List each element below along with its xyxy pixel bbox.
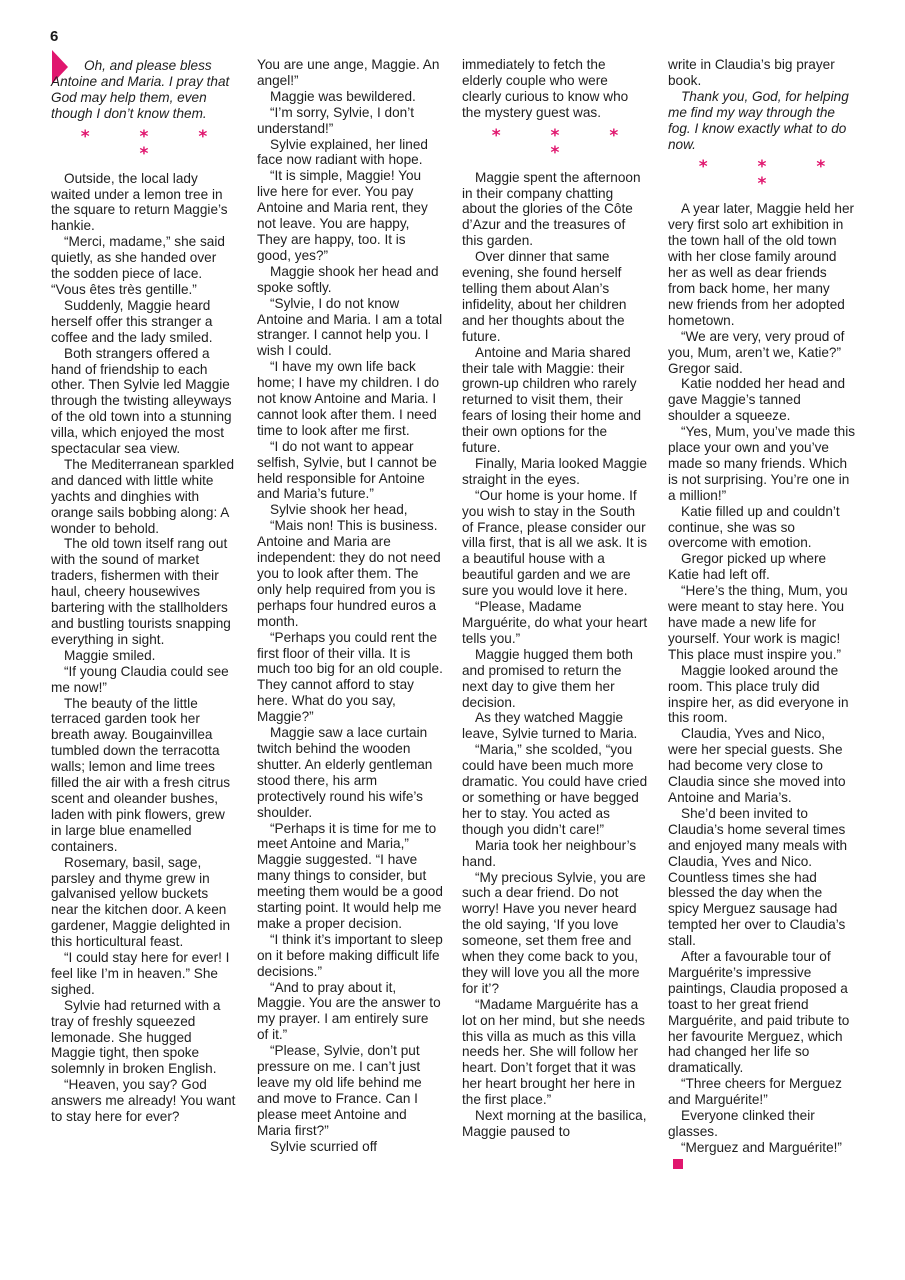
- paragraph: [51, 234, 237, 298]
- paragraph: [51, 58, 237, 122]
- paragraph-text: Maria took her neighbour’s hand.: [462, 837, 637, 869]
- paragraph: [257, 980, 443, 1044]
- paragraph-text: “Madame Marguérite has a lot on her mind, but she needs this villa as much as this villa needs her. She will follow her heart. Don’t forget that it was her heart brought her here in the first place.”: [462, 996, 645, 1108]
- paragraph-text: “If young Claudia could see me now!”: [51, 663, 229, 695]
- section-break-stars: * * * *: [80, 126, 230, 164]
- paragraph: [51, 855, 237, 950]
- paragraph-text: Maggie was bewildered.: [270, 88, 416, 104]
- paragraph-text: Rosemary, basil, sage, parsley and thyme grew in galvanised yellow buckets near the kitchen door. A keen gardener, Maggie delighted in this horticultural feast.: [51, 854, 231, 950]
- paragraph-text: write in Claudia’s big prayer book.: [668, 57, 835, 88]
- paragraph-text: “I do not want to appear selfish, Sylvie, but I cannot be held responsible for Antoine and Maria’s future.”: [257, 438, 437, 502]
- paragraph-text: Over dinner that same evening, she found herself telling them about Alan’s infidelity, about her children and her thoughts about the future.: [462, 249, 627, 344]
- paragraph-text: “I think it’s important to sleep on it before making difficult life decisions.”: [257, 931, 443, 979]
- text-column-1: [51, 57, 237, 1125]
- paragraph: [257, 296, 443, 360]
- paragraph-text: Next morning at the basilica, Maggie paused to: [462, 1108, 647, 1139]
- paragraph-text: immediately to fetch the elderly couple who were clearly curious to know who the mystery guest was.: [462, 57, 629, 120]
- paragraph-text: As they watched Maggie leave, Sylvie turned to Maria.: [462, 710, 638, 742]
- paragraph: [668, 57, 856, 89]
- paragraph: [257, 518, 443, 629]
- paragraph: [668, 806, 856, 949]
- paragraph-text: Katie filled up and couldn’t continue, she was so overcome with emotion.: [668, 503, 840, 551]
- paragraph: [257, 264, 443, 296]
- paragraph-text: “Please, Sylvie, don’t put pressure on me. I can’t just leave my old life behind me and move to France. Can I please meet Antoine and Maria first?”: [257, 1043, 422, 1138]
- paragraph: [51, 457, 237, 537]
- paragraph-text: Maggie looked around the room. This place truly did inspire her, as did everyone in this room.: [668, 662, 849, 726]
- page-number: 6: [50, 28, 59, 45]
- paragraph: [257, 359, 443, 439]
- paragraph: [462, 1108, 648, 1140]
- paragraph: [668, 726, 856, 806]
- paragraph: [51, 648, 237, 664]
- paragraph-text: You are une ange, Maggie. An angel!”: [257, 57, 440, 88]
- paragraph-text: The old town itself rang out with the sound of market traders, fishermen with their haul, cheery housewives bartering with the stallholders and bustling tourists snapping everything in sight.: [51, 536, 231, 647]
- paragraph-text: Finally, Maria looked Maggie straight in the eyes.: [462, 455, 648, 487]
- paragraph-text: After a favourable tour of Marguérite’s impressive paintings, Claudia proposed a toast to her great friend Marguérite, and paid tribute to her favourite Merguez, which had changed her life so dramatically.: [668, 949, 850, 1076]
- paragraph: [51, 664, 237, 696]
- paragraph-text: Sylvie explained, her lined face now radiant with hope.: [257, 136, 428, 168]
- paragraph-text: “Heaven, you say? God answers me already! You want to stay here for ever?: [51, 1077, 236, 1125]
- paragraph-text: Maggie shook her head and spoke softly.: [257, 263, 439, 295]
- paragraph: [257, 821, 443, 932]
- paragraph: [668, 551, 856, 583]
- paragraph: [257, 89, 443, 105]
- paragraph: [257, 630, 443, 725]
- paragraph: [668, 504, 856, 552]
- paragraph-text: Everyone clinked their glasses.: [668, 1108, 815, 1139]
- paragraph-text: “Merguez and Marguérite!”: [681, 1139, 842, 1155]
- paragraph-text: “My precious Sylvie, you are such a dear friend. Do not worry! Have you never heard the old saying, ‘If you love someone, set them free and when they come back to you, they will love you all the more for it’?: [462, 869, 646, 996]
- paragraph-text: “Please, Madame Marguérite, do what your heart tells you.”: [462, 599, 648, 646]
- paragraph: [462, 345, 648, 456]
- paragraph-text: “Perhaps it is time for me to meet Antoine and Maria,” Maggie suggested. “I have many things to consider, but meeting them would be a good starting point. It would help me make a proper decision.: [257, 820, 443, 931]
- section-break-stars: * * * *: [491, 125, 641, 163]
- paragraph-text: “And to pray about it, Maggie. You are the answer to my prayer. I am entirely sure of it.”: [257, 979, 441, 1043]
- paragraph: [668, 89, 856, 153]
- paragraph: [668, 949, 856, 1076]
- paragraph: [257, 1043, 443, 1138]
- paragraph-text: Both strangers offered a hand of friendship to each other. Then Sylvie led Maggie through the twisting alleyways of the old town into a stunning villa, which enjoyed the most spectacular sea view.: [51, 345, 232, 457]
- paragraph-text: Outside, the local lady waited under a lemon tree in the square to return Maggie’s hankie.: [51, 170, 228, 234]
- paragraph-text: Suddenly, Maggie heard herself offer this stranger a coffee and the lady smiled.: [51, 297, 213, 345]
- paragraph-text: Maggie hugged them both and promised to return the next day to give them her decision.: [462, 646, 633, 710]
- paragraph: [462, 870, 648, 997]
- paragraph: [257, 1139, 443, 1155]
- paragraph: [257, 168, 443, 263]
- paragraph-text: Maggie saw a lace curtain twitch behind the wooden shutter. An elderly gentleman stood there, his arm protectively round his wife’s shoulder.: [257, 725, 433, 820]
- paragraph: [668, 329, 856, 377]
- paragraph: [462, 57, 648, 121]
- paragraph: [257, 105, 443, 137]
- paragraph: [257, 439, 443, 503]
- paragraph: [257, 137, 443, 169]
- paragraph-text: Sylvie scurried off: [270, 1138, 378, 1154]
- paragraph-text: “Merci, madame,” she said quietly, as she handed over the sodden piece of lace. “Vous êtes très gentille.”: [51, 234, 225, 297]
- paragraph: [668, 424, 856, 504]
- paragraph-text: “Mais non! This is business. Antoine and Maria are independent: they do not need you to look after them. The only help required from you is perhaps four hundred euros a month.: [257, 518, 441, 629]
- paragraph: [51, 346, 237, 457]
- paragraph: [51, 536, 237, 647]
- paragraph-text: “Yes, Mum, you’ve made this place your own and you’ve made so many friends. Which is not surprising. You’re one in a million!”: [668, 424, 856, 503]
- paragraph-text: A year later, Maggie held her very first solo art exhibition in the town hall of the old town with her close family around her as well as dear friends from back home, her many new friends from her adopted hometown.: [668, 201, 855, 328]
- paragraph: [462, 456, 648, 488]
- paragraph-text: Antoine and Maria shared their tale with Maggie: their grown-up children who rarely returned to visit them, their fears of losing their home and their own options for the future.: [462, 344, 642, 456]
- paragraph-text: “Sylvie, I do not know Antoine and Maria. I am a total stranger. I cannot help you. I wish I could.: [257, 295, 443, 359]
- paragraph-text: “We are very, very proud of you, Mum, aren’t we, Katie?” Gregor said.: [668, 328, 845, 376]
- paragraph: [257, 725, 443, 820]
- paragraph: [51, 696, 237, 855]
- paragraph: [51, 171, 237, 235]
- paragraph-text: “I have my own life back home; I have my children. I do not know Antoine and Maria. I cannot look after them. I need time to look after me first.: [257, 359, 440, 438]
- paragraph-text: “It is simple, Maggie! You live here for ever. You pay Antoine and Maria rent, they not leave. You are happy, They are happy, too. It is good, yes?”: [257, 168, 428, 263]
- paragraph-text: “I could stay here for ever! I feel like I’m in heaven.” She sighed.: [51, 950, 230, 997]
- paragraph: [257, 932, 443, 980]
- paragraph: [257, 57, 443, 89]
- text-column-4: [668, 57, 856, 1172]
- section-break-stars: * * * *: [698, 157, 848, 195]
- end-of-story-square-icon: [673, 1159, 683, 1169]
- paragraph-text: “I’m sorry, Sylvie, I don’t understand!”: [257, 104, 415, 136]
- text-column-3: [462, 57, 648, 1140]
- paragraph: [668, 663, 856, 727]
- paragraph-text: “Maria,” she scolded, “you could have been much more dramatic. You could have cried or something or have begged her to stay. You acted as though you didn’t care!”: [462, 742, 648, 837]
- paragraph: [51, 298, 237, 346]
- paragraph: [462, 249, 648, 344]
- paragraph-text: Oh, and please bless Antoine and Maria. I pray that God may help them, even though I don’t know them.: [51, 58, 230, 121]
- paragraph: [51, 1077, 237, 1125]
- paragraph-text: Maggie spent the afternoon in their company chatting about the glories of the Côte d’Azur and the treasures of this garden.: [462, 169, 641, 249]
- paragraph: [51, 998, 237, 1078]
- paragraph-text: Sylvie shook her head,: [270, 502, 408, 518]
- paragraph: [462, 599, 648, 647]
- paragraph: [462, 742, 648, 837]
- paragraph-text: Sylvie had returned with a tray of freshly squeezed lemonade. She hugged Maggie tight, then spoke solemnly in broken English.: [51, 997, 221, 1077]
- paragraph: [462, 170, 648, 250]
- paragraph: [462, 647, 648, 711]
- paragraph-text: Thank you, God, for helping me find my way through the fog. I know exactly what to do now.: [668, 88, 849, 152]
- paragraph-text: She’d been invited to Claudia’s home several times and enjoyed many meals with Claudia, Yves and Nico. Countless times she had blessed the day when the spicy Merguez sausage had tempted her over to Claudia’s stall.: [668, 805, 848, 949]
- paragraph: [668, 1076, 856, 1108]
- paragraph-text: Katie nodded her head and gave Maggie’s tanned shoulder a squeeze.: [668, 376, 846, 424]
- paragraph-text: The beauty of the little terraced garden took her breath away. Bougainvillea tumbled down the terracotta walls; lemon and lime trees filled the air with a fresh citrus scent and oleander bushes, laden with pink flowers, grew in large blue enamelled containers.: [51, 695, 231, 854]
- paragraph: [668, 201, 856, 328]
- paragraph-text: “Perhaps you could rent the first floor of their villa. It is much too big for an old couple. They cannot afford to stay here. What do you say, Maggie?”: [257, 629, 443, 725]
- paragraph: [257, 502, 443, 518]
- paragraph: [668, 1108, 856, 1140]
- paragraph-text: The Mediterranean sparkled and danced with little white yachts and dinghies with orange sails bobbing along: A wonder to behold.: [51, 456, 235, 536]
- paragraph: [668, 1140, 856, 1172]
- paragraph-text: Gregor picked up where Katie had left off.: [668, 551, 827, 583]
- paragraph: [668, 583, 856, 663]
- paragraph-text: “Three cheers for Merguez and Marguérite!”: [668, 1076, 842, 1108]
- paragraph: [462, 838, 648, 870]
- paragraph-text: “Our home is your home. If you wish to stay in the South of France, please consider our villa first, that is all we ask. It is a beautiful house with a beautiful garden and we are sure you would love it here.: [462, 487, 648, 599]
- paragraph: [462, 488, 648, 599]
- text-column-2: [257, 57, 443, 1155]
- paragraph: [51, 950, 237, 998]
- paragraph: [668, 376, 856, 424]
- paragraph: [462, 997, 648, 1108]
- paragraph-text: “Here’s the thing, Mum, you were meant to stay here. You have made a new life for yourself. Your work is magic! This place must inspire you.”: [668, 583, 848, 662]
- paragraph-text: Maggie smiled.: [64, 647, 156, 663]
- paragraph: [462, 710, 648, 742]
- paragraph-text: Claudia, Yves and Nico, were her special guests. She had become very close to Claudia since she moved into Antoine and Maria’s.: [668, 726, 846, 805]
